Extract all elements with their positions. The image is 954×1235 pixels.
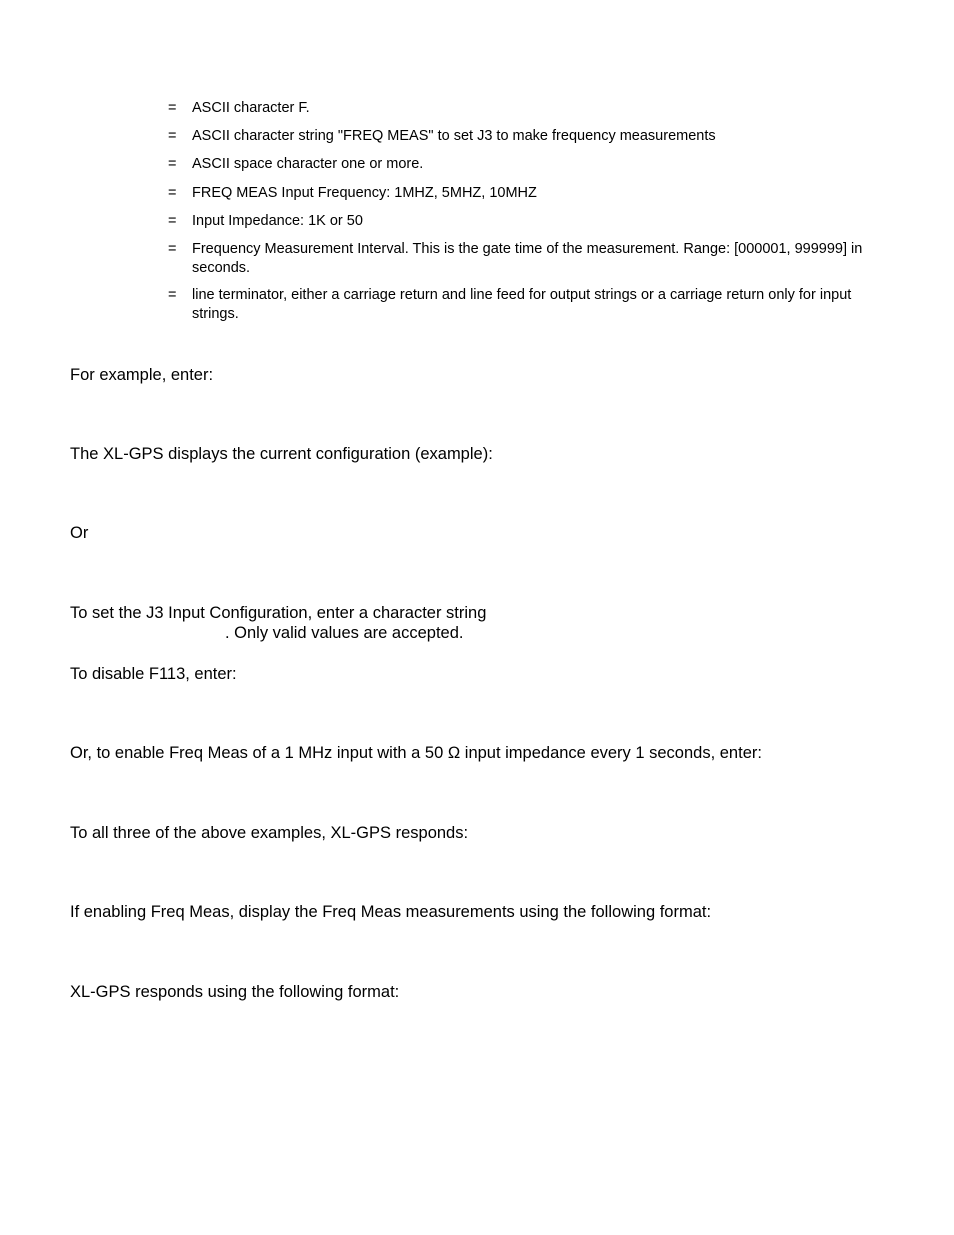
or-text: Or	[70, 524, 89, 542]
example-enter-text: For example, enter:	[70, 366, 214, 384]
set-j3-text-continued: . Only valid values are accepted.	[225, 624, 464, 642]
definition-symbol: =	[168, 213, 177, 229]
definition-text: ASCII space character one or more.	[192, 156, 424, 172]
enable-text: Or, to enable Freq Meas of a 1 MHz input with a 50 Ω input impedance every 1 seconds, enter:	[70, 744, 762, 762]
definition-text: ASCII character string "FREQ MEAS" to set J3 to make frequency measurements	[192, 128, 716, 144]
definition-symbol: =	[168, 156, 177, 172]
responds-all-text: To all three of the above examples, XL-GPS responds:	[70, 824, 469, 842]
responds-format-text: XL-GPS responds using the following format:	[70, 983, 400, 1001]
definition-symbol: =	[168, 128, 177, 144]
definition-symbol: =	[168, 185, 177, 201]
definition-symbol: =	[168, 241, 177, 257]
set-j3-text: To set the J3 Input Configuration, enter a character string	[70, 604, 487, 622]
definition-symbol: =	[168, 287, 177, 303]
definition-text: ASCII character F.	[192, 100, 310, 116]
definition-text: Input Impedance: 1K or 50	[192, 213, 363, 229]
definition-text: FREQ MEAS Input Frequency: 1MHZ, 5MHZ, 10MHZ	[192, 185, 537, 201]
disable-text: To disable F113, enter:	[70, 665, 237, 683]
definition-text: line terminator, either a carriage return and line feed for output strings or a carriage return only for input strings.	[192, 287, 852, 322]
definition-symbol: =	[168, 100, 177, 116]
definition-text: Frequency Measurement Interval. This is the gate time of the measurement. Range: [000001, 999999] in seconds.	[192, 241, 863, 276]
displays-config-text: The XL-GPS displays the current configuration (example):	[70, 445, 493, 463]
display-format-text: If enabling Freq Meas, display the Freq Meas measurements using the following format:	[70, 903, 712, 921]
